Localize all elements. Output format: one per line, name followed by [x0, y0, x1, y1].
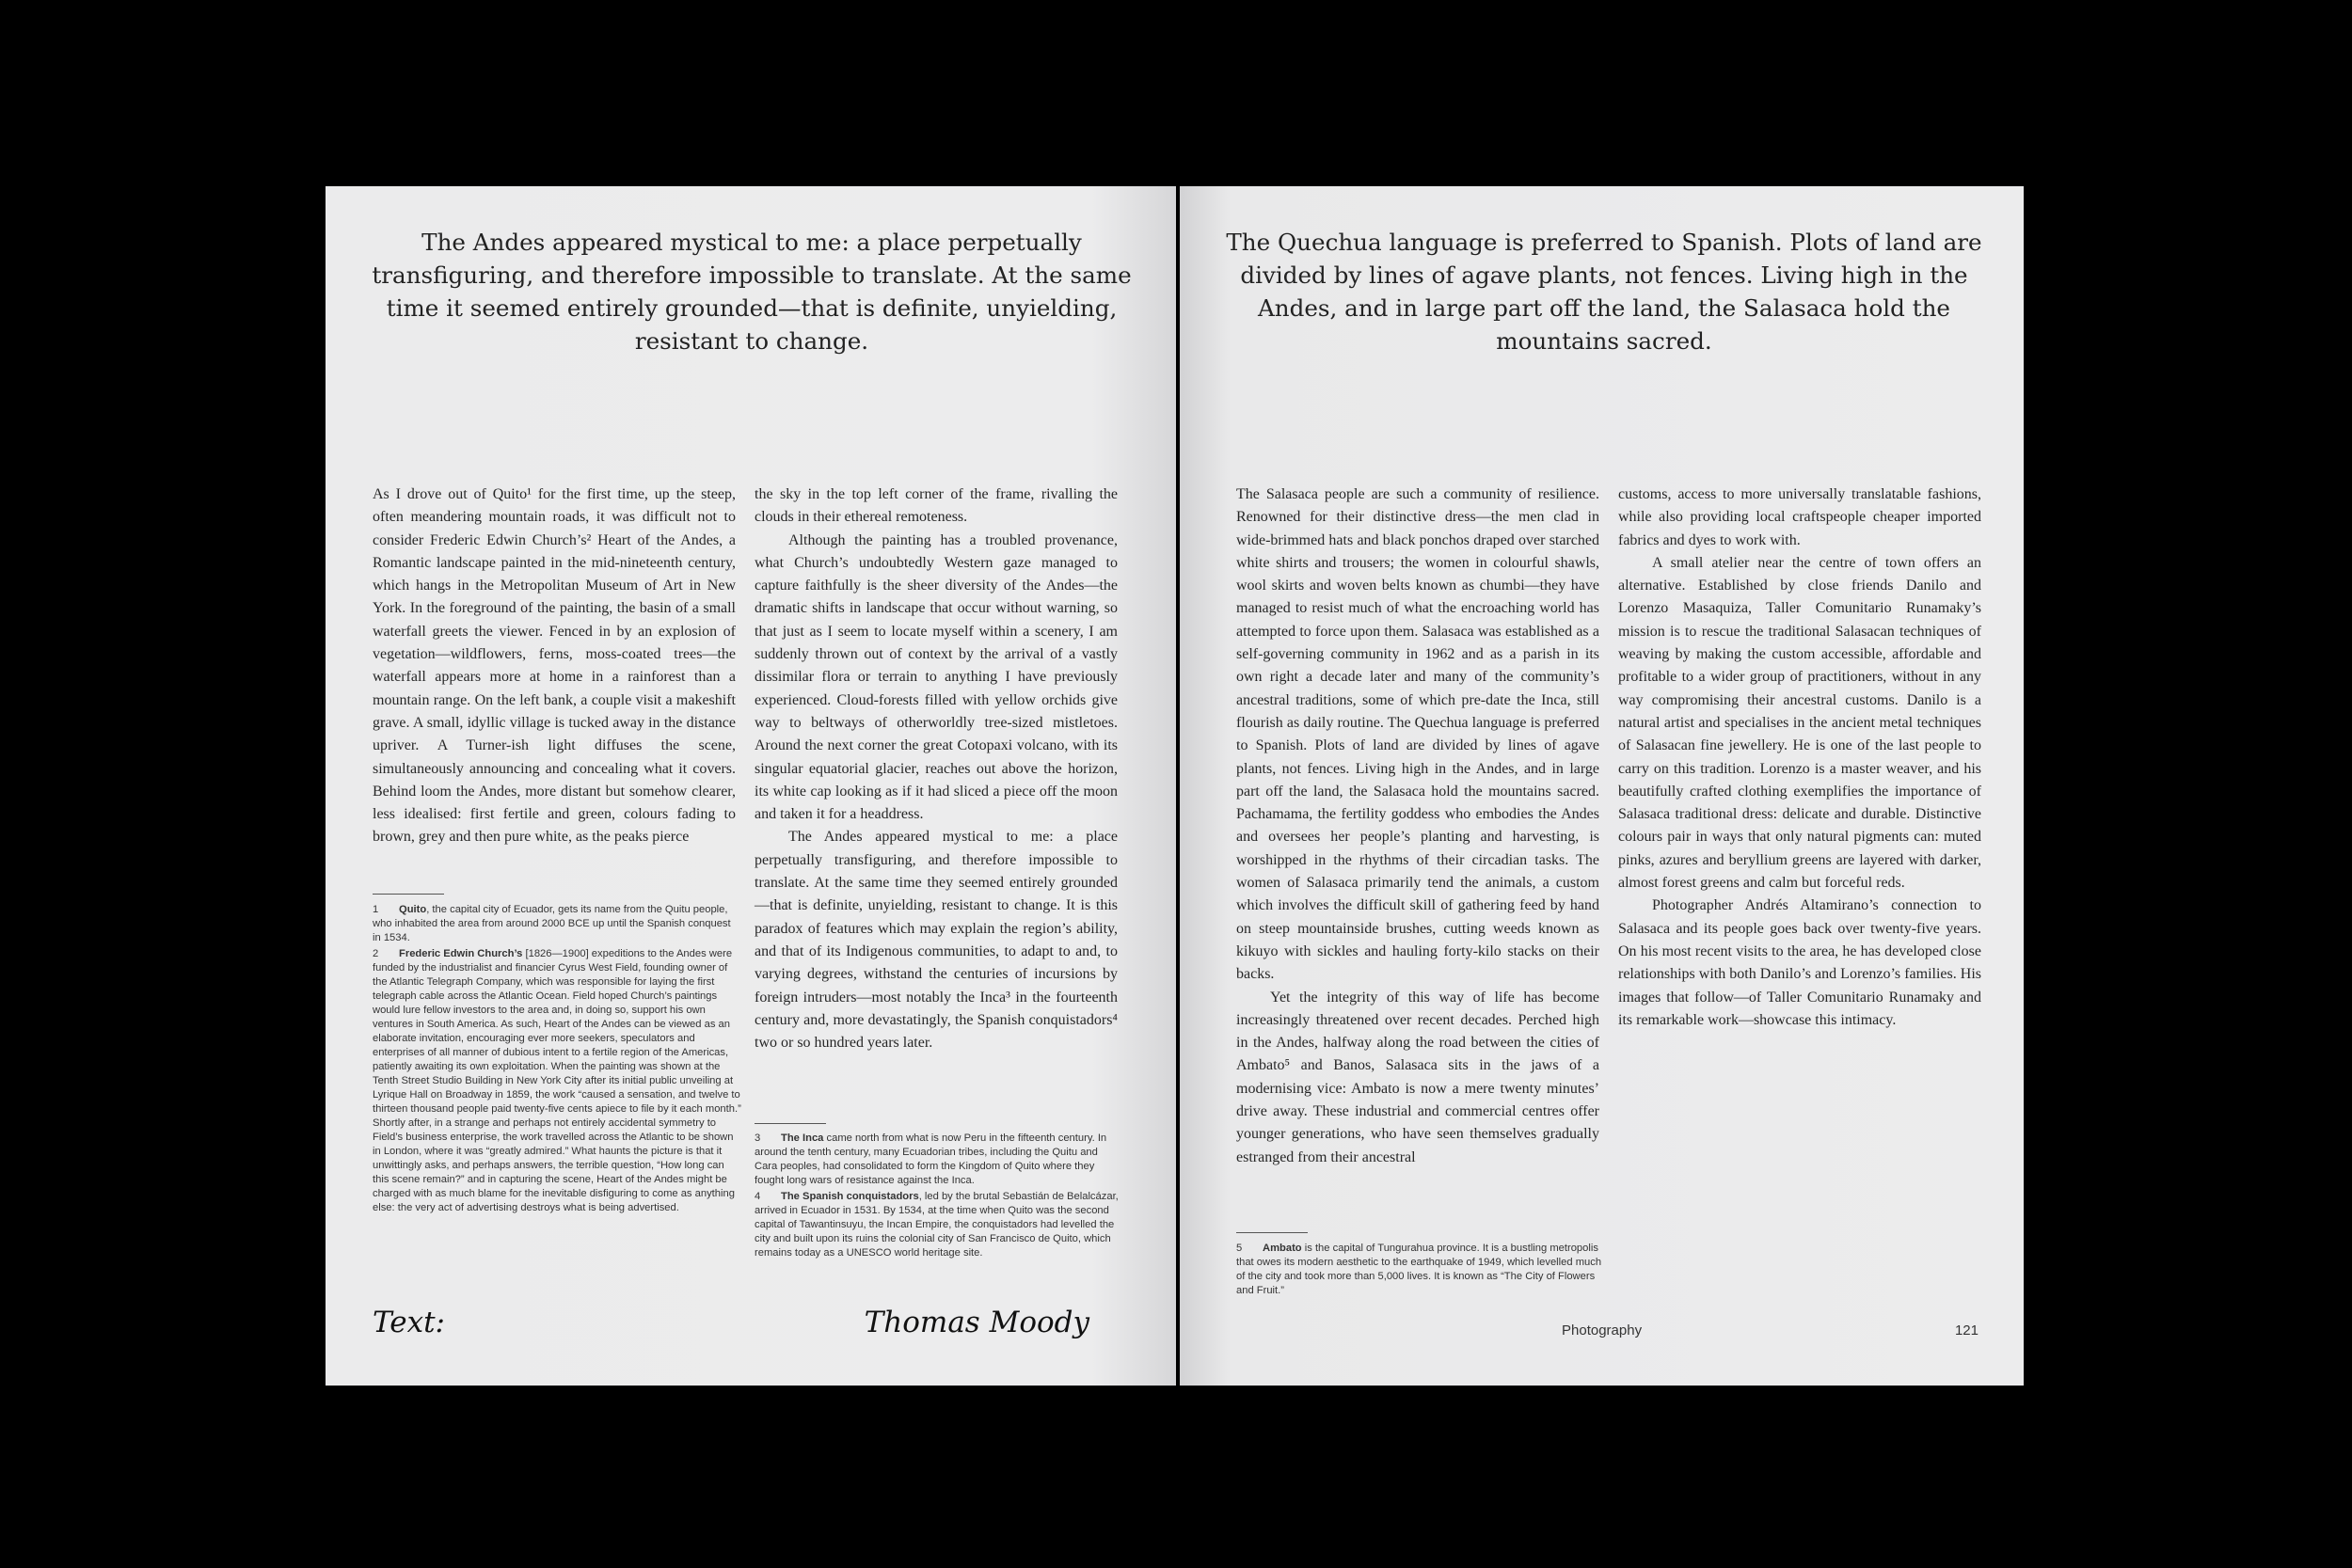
footnote-number: 3: [755, 1132, 761, 1144]
left-page: [326, 186, 1176, 1386]
footnote: [755, 1132, 1123, 1188]
footnote-term: The Inca: [781, 1132, 824, 1144]
footnote-rule: [755, 1123, 826, 1124]
body-paragraph: As I drove out of Quito¹ for the first time, up the steep, often meandering mountain roads, it was difficult not to consider Frederic Edwin Church’s² Heart of the Andes, a Romantic landscape painted in the mid-nineteenth century, which hangs in the Metropolitan Museum of Art in New York. In the foreground of the painting, the basin of a small waterfall greets the viewer. Fenced in by an explosion of vegetation—wildflowers, ferns, moss-coated trees—the waterfall appears more at home in a rainforest than a mountain range. On the left bank, a couple visit a makeshift grave. A small, idyllic village is tucked away in the distance upriver. A Turner-ish light diffuses the scene, simultaneously announcing and concealing what it covers. Behind loom the Andes, more distant but somehow clearer, less idealised: first fertile and green, colours fading to brown, grey and then pure white, as the peaks pierce: [373, 486, 736, 846]
body-paragraph: A small atelier near the centre of town offers an alternative. Established by close friends Danilo and Lorenzo Masaquiza, Taller Comunitario Runamaky’s mission is to rescue the traditional Salasacan techniques of weaving by making the custom accessible, affordable and profitable to a wider group of practitioners, without in any way compromising their ancestral customs. Danilo is a natural artist and specialises in the ancient metal techniques of Salasacan fine jewellery. He is one of the last people to carry on this tradition. Lorenzo is a master weaver, and his beautifully crafted clothing exemplifies the importance of Salasaca traditional dress: delicate and durable. Distinctive colours pair in ways that only natural pigments can: muted pinks, azures and beryllium greens are layered with darker, almost forest greens and calm but forceful reds.: [1618, 554, 1981, 892]
body-paragraph: The Andes appeared mystical to me: a place perpetually transfiguring, and therefore impossible to translate. At the same time they seemed entirely grounded—that is definite, unyielding, resistant to change. It is this paradox of features which may explain the region’s ability, and that of its Indigenous communities, to adapt to and, to varying degrees, withstand the centuries of incursions by foreign intruders—most notably the Inca³ in the fourteenth century and, more devastatingly, the Spanish conquistadors⁴ two or so hundred years later.: [755, 829, 1118, 1052]
footnote-number: 1: [373, 904, 379, 915]
footnotes-left-column-1: [373, 903, 741, 1217]
footnote-number: 5: [1236, 1243, 1243, 1254]
footnote: [373, 903, 741, 945]
pull-quote-left: The Andes appeared mystical to me: a place perpetually transfiguring, and therefore impossible to translate. At the same time it seemed entirely grounded—that is definite, unyielding, resistant to change.: [372, 229, 1132, 355]
footnote-number: 2: [373, 948, 379, 959]
footnote-rule: [1236, 1232, 1308, 1233]
footnotes-right: [1236, 1242, 1605, 1300]
right-column-1: [1236, 483, 1599, 1169]
footnote-rule: [373, 894, 444, 895]
footnote-term: The Spanish conquistadors: [781, 1191, 919, 1202]
footnote: [755, 1190, 1123, 1260]
footnote-text: , led by the brutal Sebastián de Belalcázar, arrived in Ecuador in 1531. By 1534, at the time when Quito was the second capital of Tawantinsuyu, the Incan Empire, the conquistadors had levelled the city and built upon its ruins the colonial city of San Francisco de Quito, which remains today as a UNESCO world heritage site.: [755, 1191, 1119, 1259]
footnote-text: came north from what is now Peru in the fifteenth century. In around the tenth century, many Ecuadorian tribes, including the Quitu and Cara peoples, had consolidated to form the Kingdom of Quito where they fought long wars of resistance against the Inca.: [755, 1132, 1107, 1186]
right-page: [1180, 186, 2024, 1386]
footnote-term: Quito: [399, 904, 427, 915]
byline-author: Thomas Moody: [864, 1306, 1089, 1339]
body-paragraph: The Salasaca people are such a community of resilience. Renowned for their distinctive dress—the men clad in wide-brimmed hats and black ponchos draped over starched white shirts and trousers; the women in colourful shawls, wool skirts and woven belts known as chumbi—they have managed to resist much of what the encroaching world has attempted to force upon them. Salasaca was established as a self-governing community in 1962 and as a parish in its own right a decade later and many of the community’s ancestral traditions, some of which pre-date the Inca, still flourish as daily routine. The Quechua language is preferred to Spanish. Plots of land are divided by lines of agave plants, not fences. Living high in the Andes, and in large part off the land, the Salasaca hold the mountains sacred. Pachamama, the fertility goddess who embodies the Andes and oversees her people’s planting and harvesting, is worshipped in the rhythms of their circadian tasks. The women of Salasaca primarily tend the animals, a custom which involves the difficult skill of gathering feed by hand on steep mountainside brushes, cutting weeds known as kikuyo with sickles and hauling forty-kilo stacks on their backs.: [1236, 486, 1599, 983]
footnote-text: is the capital of Tungurahua province. It is a bustling metropolis that owes its modern aesthetic to the earthquake of 1949, which levelled much of the city and took more than 5,000 lives. It is known as “The City of Flowers and Fruit.”: [1236, 1243, 1602, 1296]
footnote-term: Frederic Edwin Church’s: [399, 948, 523, 959]
body-paragraph: customs, access to more universally translatable fashions, while also providing local craftspeople cheaper imported fabrics and dyes to work with.: [1618, 486, 1981, 548]
left-column-1: [373, 483, 736, 849]
body-paragraph: Yet the integrity of this way of life has become increasingly threatened over recent decades. Perched high in the Andes, halfway along the road between the cities of Ambato⁵ and Banos, Salasaca sits in the jaws of a modernising vice: Ambato is now a mere twenty minutes’ drive away. These industrial and commercial centres offer younger generations, who have seen themselves gradually estranged from their ancestral: [1236, 989, 1599, 1165]
right-column-2: [1618, 483, 1981, 1032]
section-label: Photography: [1562, 1323, 1643, 1338]
footnote-number: 4: [755, 1191, 761, 1202]
body-paragraph: the sky in the top left corner of the frame, rivalling the clouds in their ethereal remoteness.: [755, 486, 1118, 526]
footnotes-left-column-2: [755, 1132, 1123, 1262]
body-paragraph: Although the painting has a troubled provenance, what Church’s undoubtedly Western gaze managed to capture faithfully is the sheer diversity of the Andes—the dramatic shifts in landscape that occur without warning, so that just as I seem to locate myself within a scenery, I am suddenly thrown out of context by the arrival of a vastly dissimilar flora or terrain to anything I have previously experienced. Cloud-forests filled with yellow orchids give way to beltways of otherworldly tree-sized mistletoes. Around the next corner the great Cotopaxi volcano, with its singular equatorial glacier, reaches out above the horizon, its white cap looking as if it had sliced a piece off the moon and taken it for a headdress.: [755, 531, 1118, 823]
pull-quote-right: The Quechua language is preferred to Spanish. Plots of land are divided by lines of agave plants, not fences. Living high in the Andes, and in large part off the land, the Salasaca hold the mountains sacred.: [1226, 229, 1982, 355]
byline-label: Text:: [373, 1306, 446, 1339]
footnote-text: [1826—1900] expeditions to the Andes were funded by the industrialist and financier Cyrus West Field, founding owner of the Atlantic Telegraph Company, which was responsible for laying the first telegraph cable across the Atlantic Ocean. Field hoped Church’s paintings would lure fellow investors to the area and, in doing so, support his own ventures in South America. As such, Heart of the Andes can be viewed as an elaborate invitation, encouraging ever more seekers, speculators and enterprises of all manner of dubious intent to a fertile region of the Americas, patiently awaiting its own exploitation. When the painting was shown at the Tenth Street Studio Building in New York City after its initial public unveiling at Lyrique Hall on Broadway in 1859, the work “caused a sensation, and twelve to thirteen thousand people paid twenty-five cents apiece to file by it each month.” Shortly after, in a strange and perhaps not entirely accidental symmetry to Field’s business enterprise, the work travelled across the Atlantic to be shown in London, where it was “greatly admired.” What haunts the picture is that it unwittingly asks, and perhaps answers, the terrible question, “How long can this scene remain?” and in capturing the scene, Heart of the Andes might be charged with as much blame for the inevitable disfiguring to come as anything else: the very act of advertising destroys what is being advertised.: [373, 948, 741, 1213]
footnote: [1236, 1242, 1605, 1298]
footnote-term: Ambato: [1263, 1243, 1302, 1254]
footnote-text: , the capital city of Ecuador, gets its name from the Quitu people, who inhabited the area from around 2000 BCE up until the Spanish conquest in 1534.: [373, 904, 731, 943]
footnote: [373, 947, 741, 1215]
page-number: 121: [1954, 1323, 1979, 1338]
left-column-2: [755, 483, 1118, 1054]
body-paragraph: Photographer Andrés Altamirano’s connection to Salasaca and its people goes back over twenty-five years. On his most recent visits to the area, he has developed close relationships with both Danilo’s and Lorenzo’s families. His images that follow—of Taller Comunitario Runamaky and its remarkable work—showcase this intimacy.: [1618, 897, 1981, 1028]
